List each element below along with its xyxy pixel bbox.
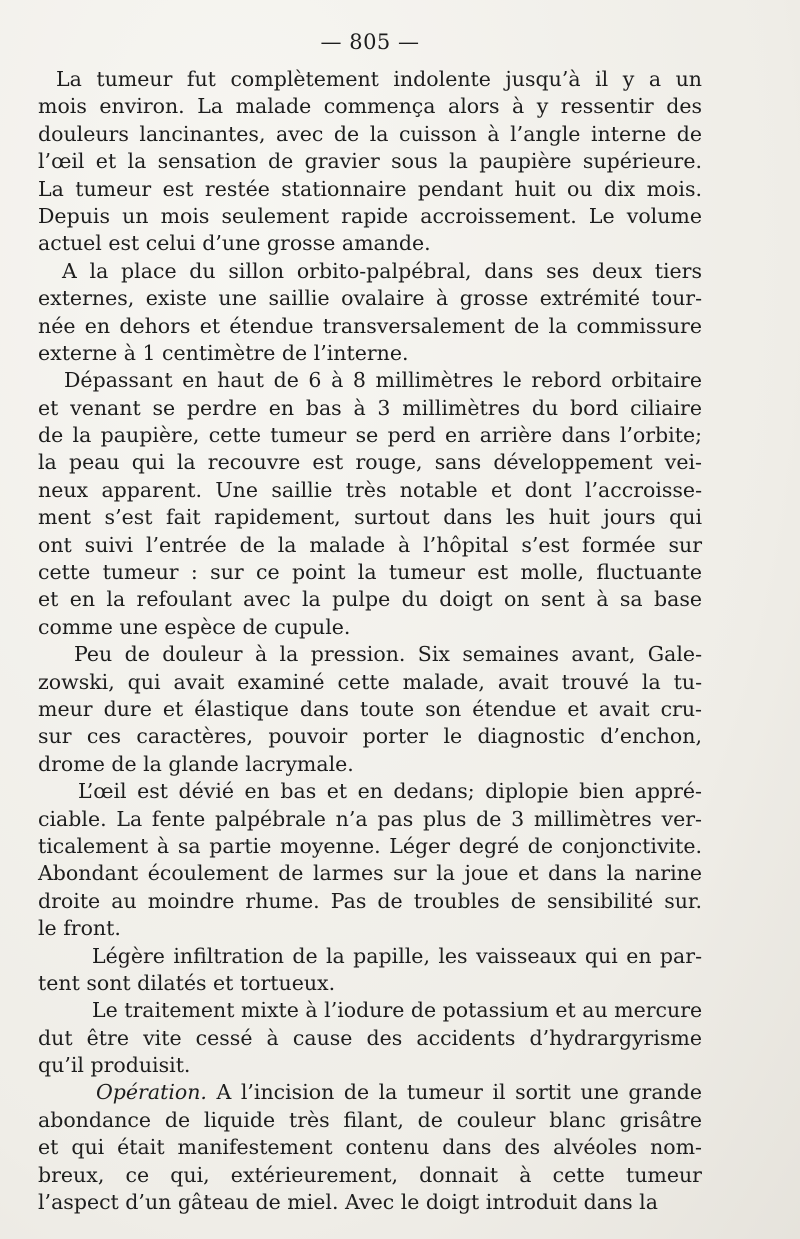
- text-line: ont suivi l’entrée de la malade à l’hôpital s’est formée sur: [38, 532, 702, 557]
- text-line: meur dure et élastique dans toute son étendue et avait cru-: [38, 696, 702, 721]
- text-line: Peu de douleur à la pression. Six semaines avant, Gale-: [74, 642, 702, 667]
- text-line: et en la refoulant avec la pulpe du doigt on sent à sa base: [38, 587, 702, 612]
- text-line: externe à 1 centimètre de l’interne.: [38, 340, 409, 365]
- text-line: qu’il produisit.: [38, 1053, 191, 1078]
- text-body: [38, 66, 702, 1216]
- text-line: L’œil est dévié en bas et en dedans; diplopie bien appré-: [78, 779, 702, 804]
- paragraph: [38, 367, 702, 641]
- text-line: neux apparent. Une saillie très notable et dont l’accroisse-: [38, 477, 702, 502]
- text-line: La tumeur fut complètement indolente jusqu’à il y a un: [56, 67, 702, 91]
- text-line: ciable. La fente palpébrale n’a pas plus de 3 millimètres ver-: [38, 806, 702, 831]
- text-line: tent sont dilatés et tortueux.: [38, 970, 336, 995]
- text-line: et qui était manifestement contenu dans des alvéoles nom-: [38, 1135, 702, 1160]
- page-number: — 805 —: [320, 30, 420, 54]
- text-line: breux, ce qui, extérieurement, donnait à cette tumeur: [38, 1162, 702, 1187]
- text-line: [38, 1079, 702, 1106]
- text-line: née en dehors et étendue transversalement de la commissure: [38, 313, 702, 338]
- italic-lead: Opération.: [96, 1080, 207, 1105]
- text-line: zowski, qui avait examiné cette malade, avait trouvé la tu-: [38, 669, 702, 694]
- text-line: Abondant écoulement de larmes sur la joue et dans la narine: [38, 861, 702, 886]
- text-line-rest: A l’incision de la tumeur il sortit une grande: [206, 1080, 702, 1105]
- text-line: de la paupière, cette tumeur se perd en arrière dans l’orbite;: [38, 423, 702, 448]
- text-line: abondance de liquide très filant, de couleur blanc grisâtre: [38, 1107, 702, 1132]
- text-line: la peau qui la recouvre est rouge, sans développement vei-: [38, 450, 702, 475]
- text-line: Dépassant en haut de 6 à 8 millimètres le rebord orbitaire: [64, 368, 702, 393]
- text-line: La tumeur est restée stationnaire pendant huit ou dix mois.: [38, 176, 702, 201]
- text-line: A la place du sillon orbito-palpébral, dans ses deux tiers: [62, 258, 702, 283]
- paragraph: [38, 641, 702, 778]
- text-line: ment s’est fait rapidement, surtout dans les huit jours qui: [38, 505, 702, 530]
- text-line: l’aspect d’un gâteau de miel. Avec le doigt introduit dans la: [38, 1190, 658, 1215]
- text-line: ticalement à sa partie moyenne. Léger degré de conjonctivite.: [38, 833, 702, 858]
- paragraph: [38, 778, 702, 942]
- text-line: drome de la glande lacrymale.: [38, 751, 354, 776]
- text-line: externes, existe une saillie ovalaire à grosse extrémité tour-: [38, 286, 702, 311]
- text-line: Depuis un mois seulement rapide accroissement. Le volume: [38, 203, 702, 228]
- text-line: cette tumeur : sur ce point la tumeur est molle, fluctuante: [38, 560, 702, 585]
- text-line: le front.: [38, 916, 121, 941]
- text-line: mois environ. La malade commença alors à y ressentir des: [38, 94, 702, 119]
- paragraph: [38, 997, 702, 1079]
- text-line: droite au moindre rhume. Pas de troubles de sensibilité sur.: [38, 888, 702, 913]
- text-line: l’œil et la sensation de gravier sous la paupière supérieure.: [38, 149, 702, 174]
- text-line: comme une espèce de cupule.: [38, 614, 351, 639]
- paragraph: [38, 943, 702, 998]
- text-line: sur ces caractères, pouvoir porter le diagnostic d’enchon,: [38, 724, 702, 749]
- text-line: douleurs lancinantes, avec de la cuisson à l’angle interne de: [38, 121, 702, 146]
- text-line: et venant se perdre en bas à 3 millimètres du bord ciliaire: [38, 395, 702, 420]
- paragraph: [38, 1079, 702, 1216]
- text-line: actuel est celui d’une grosse amande.: [38, 231, 431, 256]
- text-line: dut être vite cessé à cause des accidents d’hydrargyrisme: [38, 1025, 702, 1050]
- paragraph: [38, 66, 702, 258]
- paragraph: [38, 258, 702, 368]
- text-line: Le traitement mixte à l’iodure de potassium et au mercure: [92, 998, 703, 1023]
- text-line: Légère infiltration de la papille, les vaisseaux qui en par-: [92, 943, 702, 968]
